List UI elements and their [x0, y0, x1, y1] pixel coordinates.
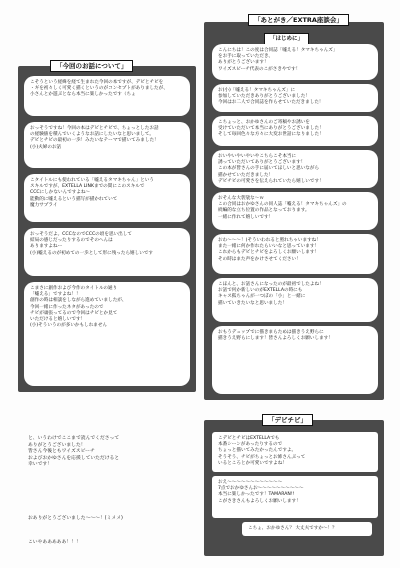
dialogue-bubble [212, 150, 378, 188]
dialogue-text: おえ〜〜〜〜〜〜〜〜〜〜〜〜 7点でおかゆさんお〜〜〜〜〜〜〜〜〜〜 本当に楽しかったです！TAMARAN!! こがさきさんもよろしくお願いします！ [218, 480, 304, 504]
dialogue-bubble [24, 122, 190, 168]
dialogue-text: こタイトルにも使われている「嘘えるタマキちゃん」という スキルですが、EXTELLA LINKまでの間にこのスキルで CCCにしかないんですよね〜 能動的に嘘えるという描写が描かれていて 魔力サプライ [30, 178, 154, 208]
section-heading-devi-chibi: 「デビチビ」 [262, 414, 313, 426]
dialogue-bubble [212, 432, 378, 472]
dialogue-text: こデビとチビはEXTELLAでも 本番シーンがあったりするので ちょっと描いてみたかったんですよ。 そうそう、チビがちょっとお姉さんぶって いるところとか可愛いですよね！ [218, 436, 306, 466]
dialogue-bubble [24, 174, 190, 222]
dialogue-text: こちょ、おかゆさん？ 大丈夫ですか〜！？ [248, 526, 337, 531]
dialogue-text: おいやいやいやいやこちらこそ本当に 誘っていただいてありがとうございます！ この本が皆さんの手に届いてほしいと思いながら 描かせていただきました！ デビチビの可愛さを伝えられていたら嬉しいです！ [218, 154, 324, 184]
dialogue-bubble [242, 522, 372, 536]
dialogue-bubble [212, 278, 378, 322]
section-subheading-intro: 「はじめに」 [264, 33, 309, 45]
dialogue-text: こちょっと、おかゆさんのご寄稿やお誘いを 受けていただいて本当にありがとうございました！ そして毎回色々な方々に大変お世話になりました！ [218, 120, 324, 138]
dialogue-text: こんにちは！この度は合同誌「嘘える！タマキちゃんズ」 をお手に取っていただき、 ありがとうございます！ ワイズスピーチ代表のこがさきやです！ [218, 48, 338, 72]
dialogue-text: こそうという経緯を経て生まれた今回の本ですが、デビとチビを ・ギを初々しく可愛く描くというのがコンセプトがありましたが、 小さんとか遊ぶとなら本当に楽しかったです（ちょ [30, 80, 168, 98]
dialogue-bubble [24, 76, 190, 116]
dialogue-bubble [212, 326, 378, 394]
closing-thanks: おありがとうございました〜〜〜！(ミメメ) [28, 516, 123, 521]
dialogue-bubble [212, 234, 378, 274]
dialogue-text: お(小)「嘘える！タマキちゃんズ」に 参加していただきありがとうございました！ 今回はお二人で合同誌を作らせていただきました！ [218, 88, 324, 106]
dialogue-text: おそんな大袈裟な〜ｗ この合同はおかゆさんの同人誌「嘘える！タマキちゃんズ」の 続編的な立ち位置の作品となっております。 一緒に作れて嬉しいです！ [218, 196, 347, 220]
dialogue-bubble [24, 282, 190, 386]
dialogue-bubble [212, 116, 378, 146]
dialogue-text: おわ〜〜〜！(そういわれると照れちゃいますね！ また一緒に何か作れたらいいなと思っています！ これからもデビとチビをよろしくお願いします！ その時はまた声をかけさせてください！ [218, 238, 321, 262]
dialogue-bubble [24, 228, 190, 276]
dialogue-bubble [212, 84, 378, 112]
dialogue-bubble [212, 192, 378, 230]
dialogue-text: こまさに創作および今作のタイトルの通り 「嘘える」ですよね！！ 創作の時は相談をしながら進めていましたが、 今回一緒に作ったネタがあったので チビが頑張ってるので今回はチビとか見て いただけると嬉しいです！ (小)そういうのが多いかもしれません [30, 286, 127, 329]
dialogue-text: こほんと、お話さんになったのが最初でしたよね！ お話で何か新しいのがEXTELLAの時にも キャス狐ちゃんが一つぼの「小」と一緒に 描いていきたいなと思いました！ [218, 282, 324, 306]
section-heading-about-story: 「今回のお話について」 [50, 60, 133, 72]
closing-text: と、いうわけでここまで読んでくださって ありがとうございました！ 皆さん今後ともワイズスピーチ およびおかゆさんを応援していただけると 幸いです！ [28, 436, 120, 468]
dialogue-text: おっそうだよ。CCCなのでCCCの頃を思い出して 結局の感じだったりするのでそのへんは ありますよねー (小)嘘えるのが初めての一歩として形に残ったら嬉しいです [30, 232, 154, 256]
dialogue-bubble [212, 476, 378, 518]
dialogue-text: おもうデュップでに描きまらためは描きうえ野らに 描きうえ野らにします！皆さんよろしくお願いします！ [218, 330, 333, 342]
closing-cry: こいやあああああ！！！ [28, 540, 81, 545]
dialogue-bubble [212, 44, 378, 80]
dialogue-text: おっそうですね！今回の本はデビとチビで、ちょっとしたお話 の経験値を積んでいくようなお話にしたいなと思いまして。 デビとチビの最初の一歩！みたいなテーマで描いてみました！ (小)夫婦のお話 [30, 126, 159, 150]
section-heading-afterword: 「あとがき／EXTRA座談会」 [248, 14, 349, 26]
